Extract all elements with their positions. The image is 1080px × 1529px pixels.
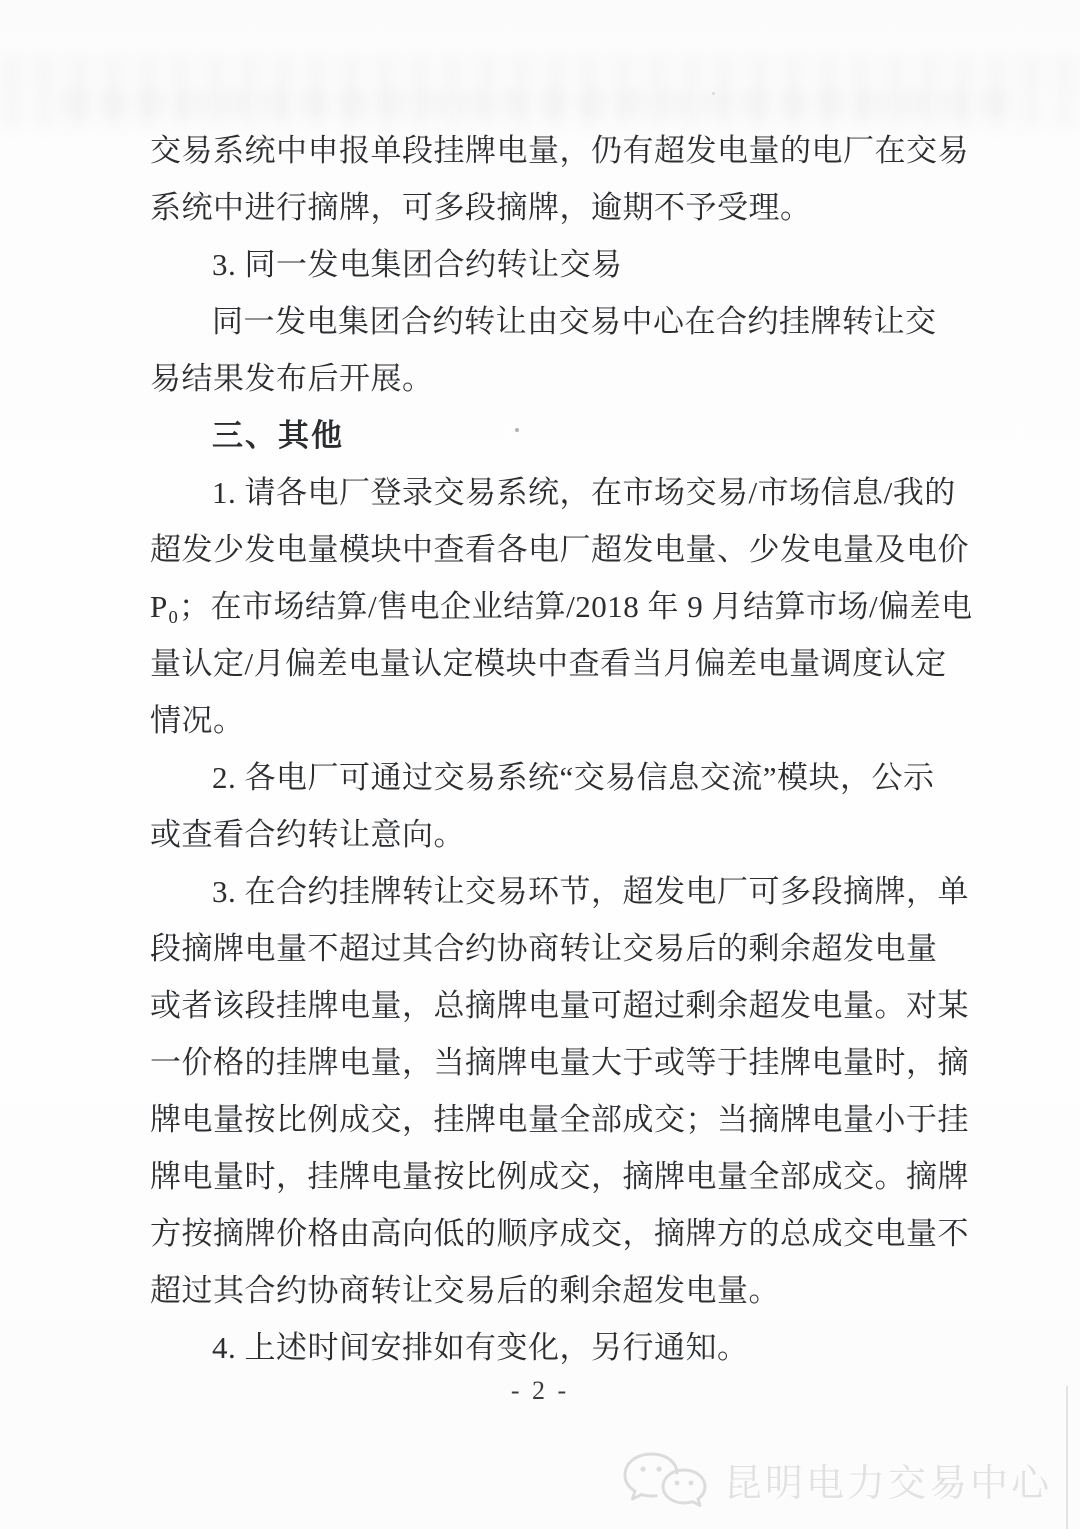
document-line: 段摘牌电量不超过其合约协商转让交易后的剩余超发电量	[150, 931, 938, 966]
watermark-text: 昆明电力交易中心	[723, 1462, 1052, 1505]
document-line: 2. 各电厂可通过交易系统“交易信息交流”模块，公示	[212, 760, 935, 795]
page-number: - 2 -	[510, 1376, 570, 1405]
document-line: 方按摘牌价格由高向低的顺序成交，摘牌方的总成交电量不	[150, 1216, 969, 1251]
document-body	[150, 122, 973, 1376]
document-line: 易结果发布后开展。	[150, 361, 434, 396]
document-line: 情况。	[150, 703, 245, 738]
document-line: 1. 请各电厂登录交易系统，在市场交易/市场信息/我的	[212, 475, 956, 510]
document-line: 一价格的挂牌电量，当摘牌电量大于或等于挂牌电量时，摘	[150, 1045, 969, 1080]
scan-speck	[712, 92, 715, 95]
document-line: 超过其合约协商转让交易后的剩余超发电量。	[150, 1273, 780, 1308]
document-line: 三、其他	[212, 418, 344, 453]
wechat-icon	[622, 1448, 710, 1510]
document-line: 或者该段挂牌电量，总摘牌电量可超过剩余超发电量。对某	[150, 988, 969, 1023]
document-line: 牌电量按比例成交，挂牌电量全部成交；当摘牌电量小于挂	[150, 1102, 969, 1137]
document-line: 量认定/月偏差电量认定模块中查看当月偏差电量调度认定	[150, 646, 947, 681]
scan-bleed-through	[60, 90, 1020, 116]
document-line: 3. 在合约挂牌转让交易环节，超发电厂可多段摘牌，单	[212, 874, 969, 909]
publisher-watermark	[622, 1448, 1052, 1510]
scan-edge-line	[1066, 1386, 1068, 1529]
document-line: 系统中进行摘牌，可多段摘牌，逾期不予受理。	[150, 190, 812, 225]
scan-speck	[220, 663, 223, 666]
document-line: 交易系统中申报单段挂牌电量，仍有超发电量的电厂在交易	[150, 133, 969, 168]
document-line: 超发少发电量模块中查看各电厂超发电量、少发电量及电价	[150, 532, 969, 567]
document-line: P₀；在市场结算/售电企业结算/2018 年 9 月结算市场/偏差电	[150, 589, 973, 624]
document-line: 4. 上述时间安排如有变化，另行通知。	[212, 1330, 749, 1365]
scan-speck	[515, 428, 519, 432]
document-line: 或查看合约转让意向。	[150, 817, 465, 852]
document-line: 3. 同一发电集团合约转让交易	[212, 247, 623, 282]
document-line: 牌电量时，挂牌电量按比例成交，摘牌电量全部成交。摘牌	[150, 1159, 969, 1194]
document-line: 同一发电集团合约转让由交易中心在合约挂牌转让交	[212, 304, 937, 339]
